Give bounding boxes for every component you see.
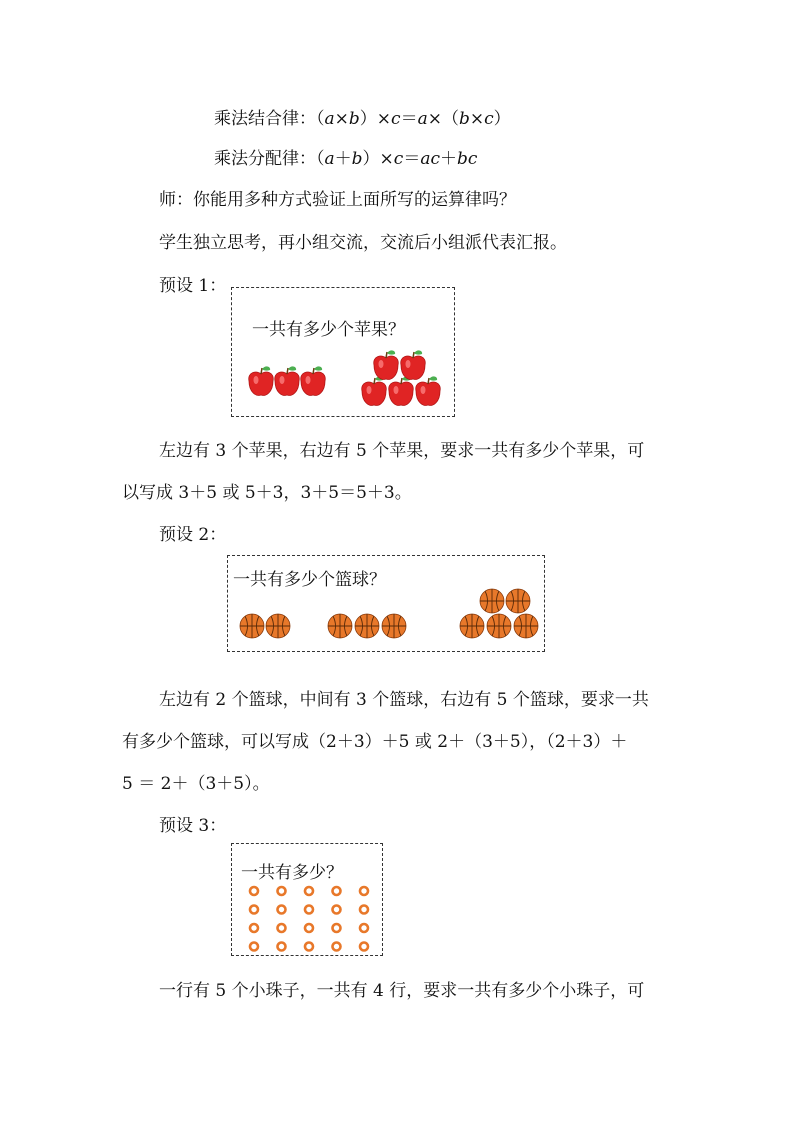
preset1-box <box>231 287 455 417</box>
formula-part: × <box>469 109 485 129</box>
preset2-label: 预设 2： <box>159 525 227 545</box>
bead-icon <box>278 924 286 932</box>
basketball-icon <box>487 614 511 638</box>
apple-icon <box>389 376 414 405</box>
preset2-box <box>227 555 545 652</box>
formula-var: b <box>351 149 363 169</box>
bead-icon <box>250 906 258 914</box>
bead-icon <box>305 887 313 895</box>
formula-var: a <box>417 109 428 129</box>
preset3-box-title: 一共有多少？ <box>241 863 343 883</box>
bead-icon <box>305 943 313 951</box>
apple-icon <box>275 366 300 395</box>
formula-var: a <box>324 149 335 169</box>
law-distributive <box>214 149 477 169</box>
formula-var: c <box>391 109 401 129</box>
preset3-label: 预设 3： <box>159 816 227 836</box>
formula-var: c <box>484 109 494 129</box>
apple-icon <box>362 376 387 405</box>
apple-icon <box>374 350 399 379</box>
bead-icon <box>333 887 341 895</box>
formula-part: ＝ <box>400 109 418 129</box>
bead-icon <box>333 906 341 914</box>
bead-icon <box>360 906 368 914</box>
formula-part: ＋ <box>439 149 457 169</box>
bead-icon <box>278 906 286 914</box>
apple-icon <box>249 366 274 395</box>
preset3-box <box>231 843 383 956</box>
apples-illustration <box>232 346 452 406</box>
preset1-box-title: 一共有多少个苹果？ <box>252 320 405 340</box>
formula-part: ＋ <box>334 149 352 169</box>
bead-icon <box>305 906 313 914</box>
formula-part: ）× <box>359 109 392 129</box>
formula-part: × <box>334 109 349 129</box>
preset1-label: 预设 1： <box>159 276 227 296</box>
apple-icon <box>401 350 426 379</box>
teacher-question: 师：你能用多种方式验证上面所写的运算律吗？ <box>159 190 516 210</box>
preset2-text-line1: 左边有 2 个篮球，中间有 3 个篮球，右边有 5 个篮球，要求一共 <box>159 690 649 710</box>
basketball-icon <box>266 614 290 638</box>
basketballs-illustration <box>228 584 544 644</box>
formula-var: b <box>458 109 470 129</box>
preset2-text-line3: 5 ＝ 2＋（3＋5）。 <box>122 774 270 794</box>
formula-part: ）× <box>362 149 394 169</box>
student-instruction: 学生独立思考，再小组交流，交流后小组派代表汇报。 <box>159 233 567 253</box>
bead-icon <box>305 924 313 932</box>
basketball-icon <box>240 614 264 638</box>
bead-icon <box>278 943 286 951</box>
bead-icon <box>333 943 341 951</box>
law-associative-label: 乘法结合律： <box>214 109 316 129</box>
preset2-box-title: 一共有多少个篮球？ <box>233 570 386 590</box>
basketball-icon <box>460 614 484 638</box>
bead-icon <box>360 943 368 951</box>
bead-icon <box>360 887 368 895</box>
formula-var: b <box>348 109 360 129</box>
formula-part: （ <box>316 109 325 129</box>
formula-var: bc <box>456 149 478 169</box>
apple-icon <box>301 366 326 395</box>
basketball-icon <box>328 614 352 638</box>
basketball-icon <box>480 589 504 613</box>
law-distributive-label: 乘法分配律： <box>214 149 316 169</box>
formula-part: ＝ <box>403 149 421 169</box>
law-associative <box>214 109 511 129</box>
formula-var: a <box>324 109 335 129</box>
bead-icon <box>250 887 258 895</box>
preset2-text-line2: 有多少个篮球，可以写成（2＋3）＋5 或 2＋（3＋5），（2＋3）＋ <box>122 732 628 752</box>
bead-icon <box>250 943 258 951</box>
basketball-icon <box>506 589 530 613</box>
formula-var: c <box>393 149 404 169</box>
preset1-text-line2: 以写成 3＋5 或 5＋3，3＋5＝5＋3。 <box>122 483 412 503</box>
formula-part: （ <box>316 149 325 169</box>
bead-icon <box>360 924 368 932</box>
bead-icon <box>250 924 258 932</box>
formula-part: ） <box>493 109 511 129</box>
formula-var: ac <box>420 149 440 169</box>
basketball-icon <box>355 614 379 638</box>
bead-icon <box>278 887 286 895</box>
basketball-icon <box>382 614 406 638</box>
bead-icon <box>333 924 341 932</box>
formula-part: ×（ <box>427 109 459 129</box>
basketball-icon <box>514 614 538 638</box>
preset3-text-line1: 一行有 5 个小珠子，一共有 4 行，要求一共有多少个小珠子，可 <box>159 981 645 1001</box>
apple-icon <box>416 376 441 405</box>
beads-illustration <box>232 884 382 954</box>
preset1-text-line1: 左边有 3 个苹果，右边有 5 个苹果，要求一共有多少个苹果，可 <box>159 441 645 461</box>
